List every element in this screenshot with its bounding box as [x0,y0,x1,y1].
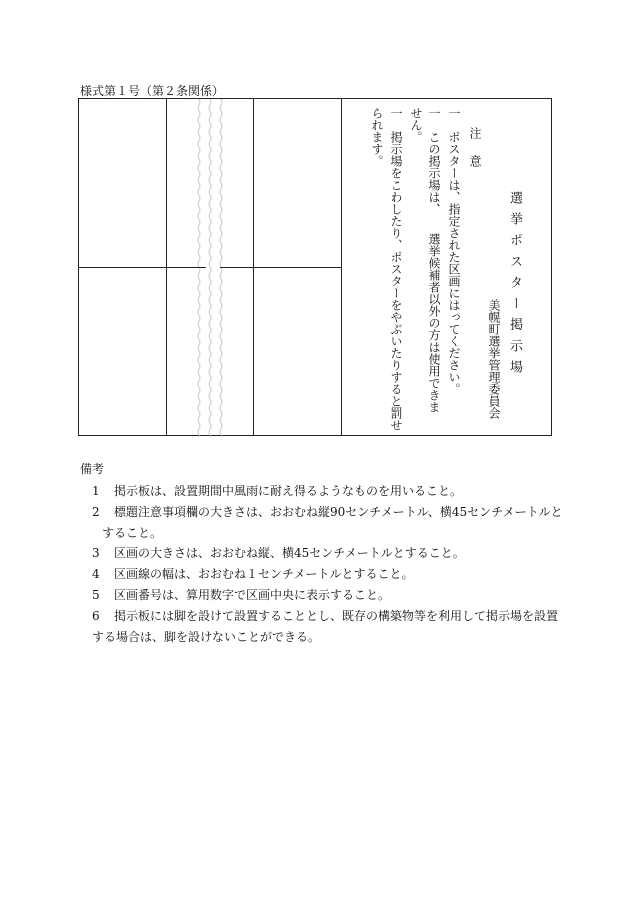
note-text: 区画の大きさは、おおむね縦、横45センチメートルとすること。 [114,546,465,560]
form-label: 様式第１号（第２条関係） [80,84,225,98]
note-text: 掲示板には脚を設けて設置することとし、既存の構築物等を利用して掲示場を設置 [114,609,559,623]
note-item [92,607,562,647]
fold-line [198,99,200,437]
note-text: する場合は、脚を設けないことができる。 [92,630,321,644]
note-item [92,565,562,583]
column-divider [341,99,342,435]
note-item [92,482,562,500]
notice-heading: 注 意 [468,127,482,169]
notice-item: 一 この掲示場は、 選挙候補者以外の方は使用できま [427,107,441,413]
notice-item: せん。 [409,107,423,143]
notice-title: 選 挙 ポ ス タ ー 掲 示 場 [507,191,522,376]
notice-item: 一 掲示場をこわしたり、ポスターをやぶいたりすると罰せ [389,107,403,431]
row-divider [166,267,206,268]
fold-line [220,99,222,437]
notice-item: 一 ポスターは、指定された区画にはってください。 [447,107,461,395]
note-item [92,544,562,562]
note-text: すること。 [102,526,163,540]
note-number: 3 [92,546,100,560]
note-number: 5 [92,588,100,602]
note-text: 掲示板は、設置期間中風雨に耐え得るようなものを用いること。 [114,484,463,498]
note-text: 区画線の幅は、おおむね１センチメートルとすること。 [114,567,414,581]
note-number: 2 [92,505,100,519]
note-number: 1 [92,484,100,498]
note-item [92,586,562,604]
notice-item: られます。 [370,107,384,167]
note-number: 6 [92,609,100,623]
notes-title: 備考 [80,462,105,476]
wavy-fold-lines [191,99,229,437]
note-item [92,503,562,543]
note-text: 区画番号は、算用数字で区画中央に表示すること。 [114,588,391,602]
fold-line [209,99,211,437]
notice-committee: 美幌町選挙管理委員会 [487,299,501,419]
poster-board-diagram [78,98,552,436]
note-number: 4 [92,567,100,581]
row-divider [79,267,166,268]
row-divider [220,267,341,268]
note-text: 標題注意事項欄の大きさは、おおむね縦90センチメートル、横45センチメートルと [114,505,563,519]
